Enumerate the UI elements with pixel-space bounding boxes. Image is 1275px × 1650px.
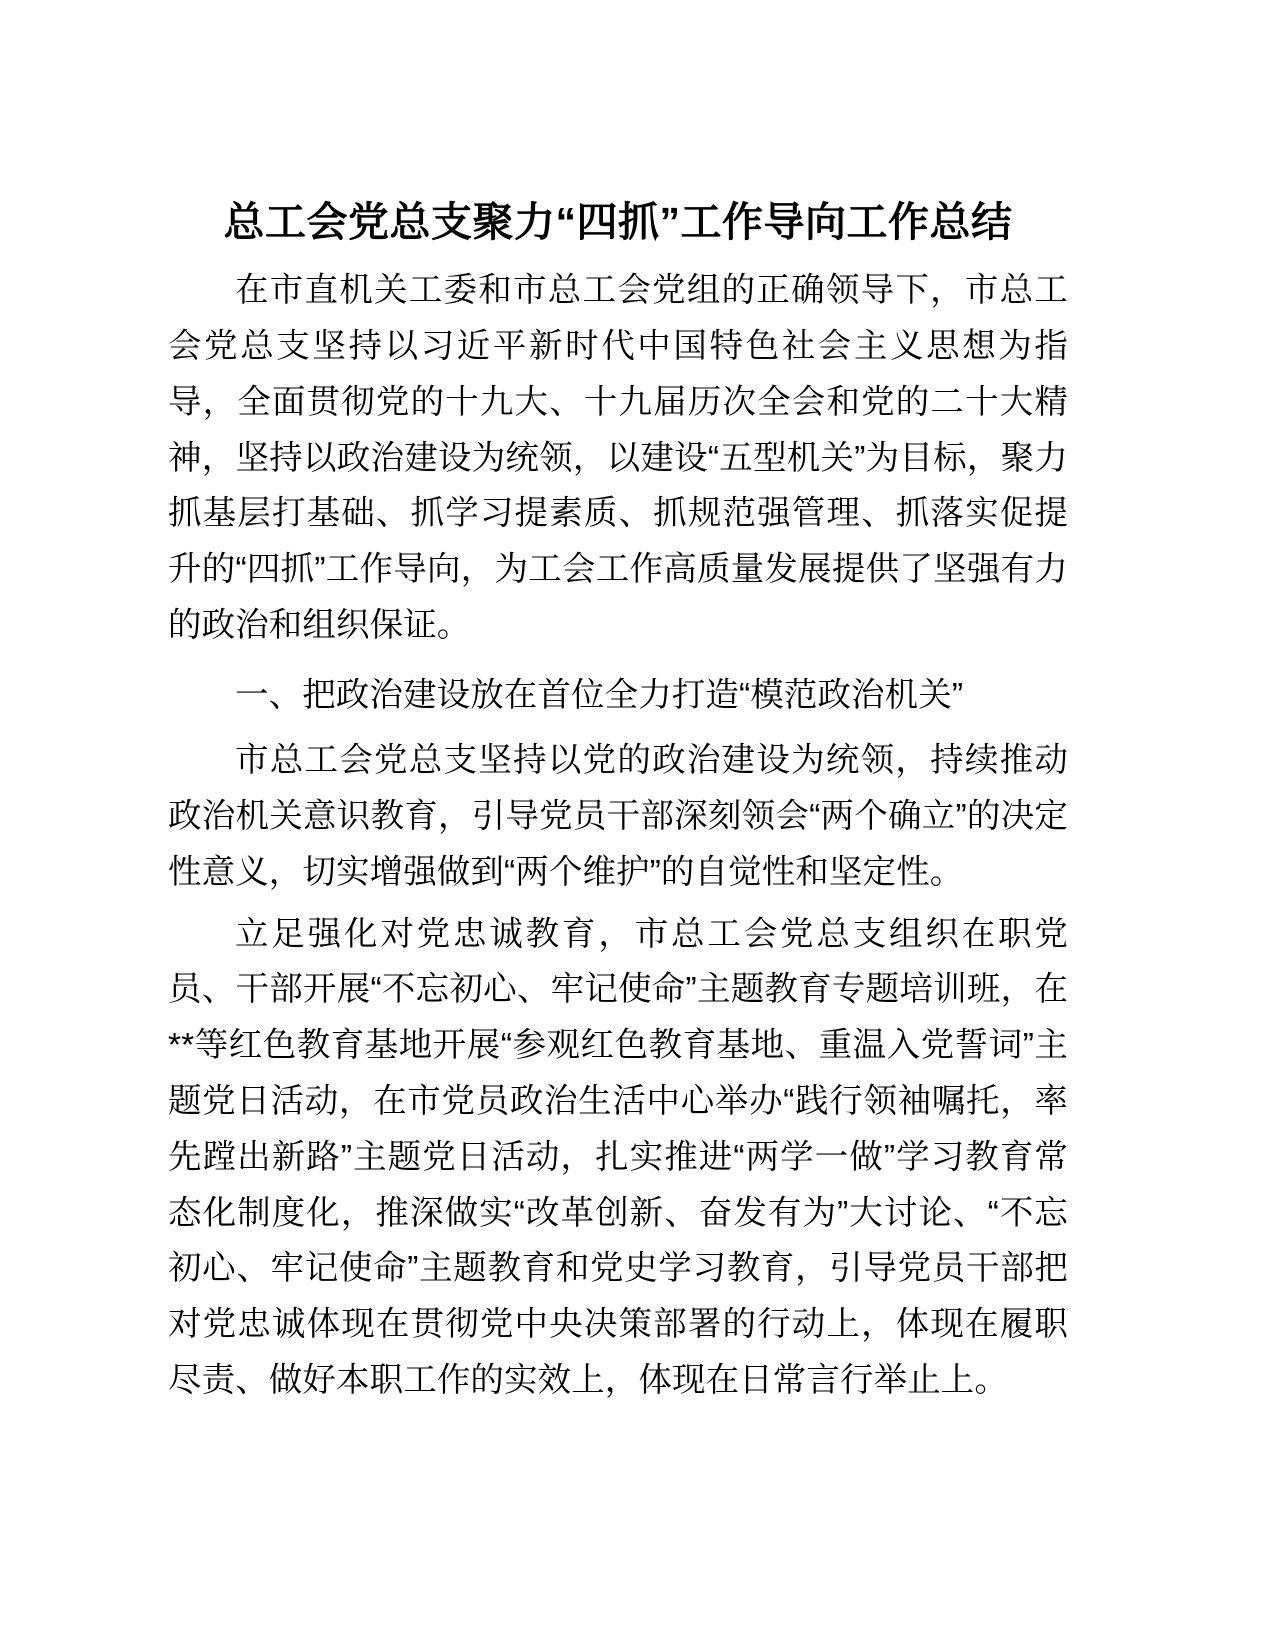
- intro-paragraph: 在市直机关工委和市总工会党组的正确领导下，市总工会党总支坚持以习近平新时代中国特色社会主义思想为指导，全面贯彻党的十九大、十九届历次全会和党的二十大精神，坚持以政治建设为统领，以建设“五型机关”为目标，聚力抓基层打基础、抓学习提素质、抓规范强管理、抓落实促提升的“四抓”工作导向，为工会工作高质量发展提供了坚强有力的政治和组织保证。: [168, 272, 1068, 644]
- section-one-paragraph-1: 市总工会党总支坚持以党的政治建设为统领，持续推动政治机关意识教育，引导党员干部深刻领会“两个确立”的决定性意义，切实增强做到“两个维护”的自觉性和坚定性。: [168, 742, 1068, 891]
- section-heading-one: 一、把政治建设放在首位全力打造“模范政治机关”: [235, 676, 964, 714]
- section-one-paragraph-2: 立足强化对党忠诚教育，市总工会党总支组织在职党员、干部开展“不忘初心、牢记使命”主题教育专题培训班，在**等红色教育基地开展“参观红色教育基地、重温入党誓词”主题党日活动，在市党员政治生活中心举办“践行领袖嘱托，率先蹚出新路”主题党日活动，扎实推进“两学一做”学习教育常态化制度化，推深做实“改革创新、奋发有为”大讨论、“不忘初心、牢记使命”主题教育和党史学习教育，引导党员干部把对党忠诚体现在贯彻党中央决策部署的行动上，体现在履职尽责、做好本职工作的实效上，体现在日常言行举止上。: [168, 915, 1068, 1399]
- page-title: 总工会党总支聚力“四抓”工作导向工作总结: [223, 199, 1013, 245]
- document-content: [168, 196, 1068, 1409]
